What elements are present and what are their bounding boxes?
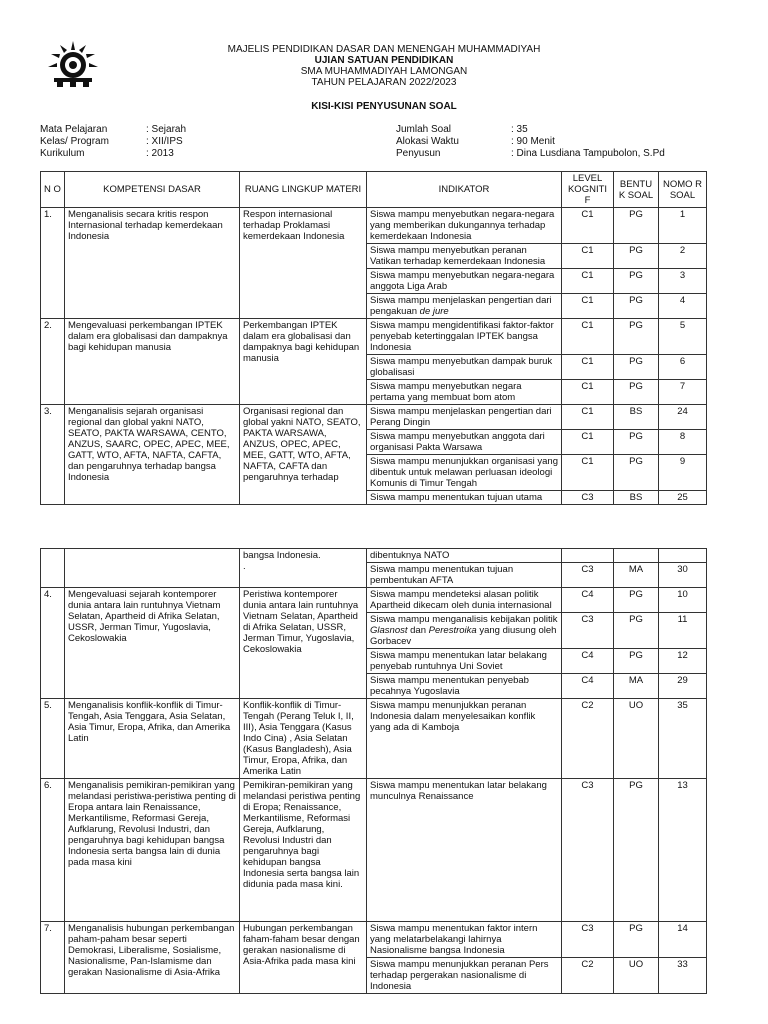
cell-nomor: 24 xyxy=(659,405,707,430)
header-line-1: MAJELIS PENDIDIKAN DASAR DAN MENENGAH MUHAMMADIYAH xyxy=(227,44,541,55)
cell-nomor: 29 xyxy=(659,674,707,699)
table-row xyxy=(41,208,707,244)
cell-indikator: Siswa mampu menyebutkan negara-negara anggota Liga Arab xyxy=(367,269,562,294)
cell-indikator: Siswa mampu menyebutkan negara-negara yang memberikan dukungannya terhadap kemerdekaan Indonesia xyxy=(367,208,562,244)
col-header-nomor: NOMO R SOAL xyxy=(659,172,707,208)
col-header-bentuk: BENTU K SOAL xyxy=(614,172,659,208)
cell-indikator xyxy=(367,613,562,649)
col-header-materi: RUANG LINGKUP MATERI xyxy=(240,172,367,208)
cell-level xyxy=(562,549,614,563)
cell-nomor: 33 xyxy=(659,958,707,994)
cell-indikator: Siswa mampu menentukan tujuan pembentukan AFTA xyxy=(367,563,562,588)
cell-bentuk: PG xyxy=(614,922,659,958)
table-row xyxy=(41,922,707,958)
cell-materi: Peristiwa kontemporer dunia antara lain runtuhnya Vietnam Selatan, Apartheid di Afrika Selatan, USSR, Jerman Timur, Yugoslavia, Cekoslowakia xyxy=(240,588,367,699)
cell-bentuk: PG xyxy=(614,430,659,455)
meta-key: Alokasi Waktu xyxy=(396,136,459,147)
cell-bentuk: PG xyxy=(614,208,659,244)
cell-nomor: 11 xyxy=(659,613,707,649)
header-line-2: UJIAN SATUAN PENDIDIKAN xyxy=(314,55,454,66)
cell-materi: Konflik-konflik di Timur-Tengah (Perang Teluk I, II, III), Asia Tenggara (Kasus Indo Cina) , Asia Selatan (Kasus Bangladesh), Asia Timur, Eropa, Afrika, dan Amerika Latin xyxy=(240,699,367,779)
col-header-level: LEVEL KOGNITI F xyxy=(562,172,614,208)
cell-nomor: 14 xyxy=(659,922,707,958)
cell-bentuk: PG xyxy=(614,649,659,674)
meta-value: : 35 xyxy=(511,124,528,135)
cell-no: 5. xyxy=(41,699,65,779)
cell-level: C3 xyxy=(562,922,614,958)
cell-bentuk: PG xyxy=(614,269,659,294)
materi-text: bangsa Indonesia. xyxy=(243,550,321,561)
cell-nomor: 2 xyxy=(659,244,707,269)
indikator-text: Siswa mampu menjelaskan pengertian dari pengakuan xyxy=(370,295,552,317)
indikator-italic-term: de jure xyxy=(419,306,449,317)
document-header xyxy=(0,44,768,88)
cell-bentuk: PG xyxy=(614,588,659,613)
cell-materi: Hubungan perkembangan faham-faham besar dengan gerakan nasionalisme di Asia-Afrika pada masa kini xyxy=(240,922,367,994)
cell-indikator: Siswa mampu menentukan latar belakang munculnya Renaissance xyxy=(367,779,562,922)
indikator-italic-term: Glasnost xyxy=(370,625,408,636)
cell-bentuk: MA xyxy=(614,674,659,699)
materi-dot: . xyxy=(243,561,246,572)
meta-value: : 2013 xyxy=(146,148,174,159)
cell-bentuk: UO xyxy=(614,699,659,779)
meta-key: Kelas/ Program xyxy=(40,136,109,147)
cell-bentuk: MA xyxy=(614,563,659,588)
cell-nomor: 5 xyxy=(659,319,707,355)
cell-nomor: 9 xyxy=(659,455,707,491)
cell-level: C1 xyxy=(562,405,614,430)
cell-nomor: 12 xyxy=(659,649,707,674)
col-header-no: N O xyxy=(41,172,65,208)
cell-level: C3 xyxy=(562,779,614,922)
cell-indikator xyxy=(367,294,562,319)
meta-value: : XII/IPS xyxy=(146,136,183,147)
cell-level: C4 xyxy=(562,649,614,674)
cell-nomor xyxy=(659,549,707,563)
table-row xyxy=(41,699,707,779)
cell-indikator: Siswa mampu menyebutkan anggota dari organisasi Pakta Warsawa xyxy=(367,430,562,455)
cell-kompetensi: Mengevaluasi sejarah kontemporer dunia antara lain runtuhnya Vietnam Selatan, Apartheid di Afrika Selatan, USSR, Jerman Timur, Yugoslavia, Cekoslowakia xyxy=(65,588,240,699)
cell-kompetensi: Mengevaluasi perkembangan IPTEK dalam era globalisasi dan dampaknya bagi kehidupan manusia xyxy=(65,319,240,405)
cell-indikator: Siswa mampu menentukan penyebab pecahnya Yugoslavia xyxy=(367,674,562,699)
cell-nomor: 30 xyxy=(659,563,707,588)
cell-no: 2. xyxy=(41,319,65,405)
cell-nomor: 35 xyxy=(659,699,707,779)
cell-nomor: 6 xyxy=(659,355,707,380)
meta-key: Kurikulum xyxy=(40,148,85,159)
kisi-kisi-table-page-2 xyxy=(40,548,707,994)
cell-bentuk: PG xyxy=(614,294,659,319)
indikator-text: yang diusung oleh Gorbacev xyxy=(370,625,557,647)
cell-kompetensi: Menganalisis sejarah organisasi regional dan global yakni NATO, SEATO, PAKTA WARSAWA, CENTO, ANZUS, SAARC, OPEC, APEC, MEE, GATT, WTO, AFTA, NAFTA, CAFTA, dan pengaruhnya terhadap bangsa Indonesia xyxy=(65,405,240,505)
cell-indikator: Siswa mampu mengidentifikasi faktor-faktor penyebab ketertinggalan IPTEK bangsa Indonesia xyxy=(367,319,562,355)
cell-bentuk: PG xyxy=(614,244,659,269)
cell-indikator: Siswa mampu menunjukkan peranan Indonesia dalam menyelesaikan konflik yang ada di Kamboja xyxy=(367,699,562,779)
cell-bentuk: BS xyxy=(614,405,659,430)
cell-indikator: Siswa mampu menyebutkan dampak buruk globalisasi xyxy=(367,355,562,380)
cell-no: 7. xyxy=(41,922,65,994)
cell-level: C3 xyxy=(562,491,614,505)
cell-level: C1 xyxy=(562,244,614,269)
table-row xyxy=(41,549,707,563)
cell-nomor: 4 xyxy=(659,294,707,319)
col-header-kompetensi: KOMPETENSI DASAR xyxy=(65,172,240,208)
cell-nomor: 8 xyxy=(659,430,707,455)
cell-level: C1 xyxy=(562,269,614,294)
meta-value: : 90 Menit xyxy=(511,136,555,147)
cell-bentuk: PG xyxy=(614,380,659,405)
table-row xyxy=(41,319,707,355)
cell-level: C2 xyxy=(562,699,614,779)
document-title: KISI-KISI PENYUSUNAN SOAL xyxy=(311,101,457,112)
cell-materi: Perkembangan IPTEK dalam era globalisasi dan dampaknya bagi kehidupan manusia xyxy=(240,319,367,405)
meta-left xyxy=(40,124,186,160)
cell-level: C4 xyxy=(562,588,614,613)
meta-right xyxy=(396,124,665,160)
meta-value: : Dina Lusdiana Tampubolon, S.Pd xyxy=(511,148,665,159)
cell-indikator: Siswa mampu menyebutkan negara pertama yang membuat bom atom xyxy=(367,380,562,405)
cell-level: C1 xyxy=(562,380,614,405)
cell-indikator: Siswa mampu menjelaskan pengertian dari Perang Dingin xyxy=(367,405,562,430)
cell-level: C1 xyxy=(562,208,614,244)
cell-kompetensi: Menganalisis secara kritis respon Internasional terhadap kemerdekaan Indonesia xyxy=(65,208,240,319)
cell-bentuk: BS xyxy=(614,491,659,505)
cell-level: C4 xyxy=(562,674,614,699)
cell-level: C3 xyxy=(562,613,614,649)
cell-level: C1 xyxy=(562,355,614,380)
cell-indikator: Siswa mampu menentukan faktor intern yang melatarbelakangi lahirnya Nasionalisme bangsa Indonesia xyxy=(367,922,562,958)
cell-materi: Respon internasional terhadap Proklamasi kemerdekaan Indonesia xyxy=(240,208,367,319)
col-header-indikator: INDIKATOR xyxy=(367,172,562,208)
cell-level: C3 xyxy=(562,563,614,588)
indikator-text: Siswa mampu menganalisis kebijakan politik xyxy=(370,614,558,625)
cell-indikator: Siswa mampu menunjukkan peranan Pers terhadap pergerakan nasionalisme di Indonesia xyxy=(367,958,562,994)
cell-bentuk: PG xyxy=(614,779,659,922)
cell-no xyxy=(41,549,65,588)
cell-indikator: dibentuknya NATO xyxy=(367,549,562,563)
cell-nomor: 7 xyxy=(659,380,707,405)
cell-level: C1 xyxy=(562,430,614,455)
indikator-italic-term: Perestroika xyxy=(428,625,477,636)
cell-kompetensi: Menganalisis pemikiran-pemikiran yang melandasi peristiwa-peristiwa penting di Eropa antara lain Renaissance, Merkantilisme, Reformasi Gereja, Aufklarung, Revolusi Industri, dan pengaruhnya bagi kehidupan bangsa Indonesia serta bangsa lain di dunia pada masa kini xyxy=(65,779,240,922)
meta-key: Mata Pelajaran xyxy=(40,124,108,135)
meta-value: : Sejarah xyxy=(146,124,187,135)
indikator-text: dan xyxy=(407,625,429,636)
meta-key: Penyusun xyxy=(396,148,441,159)
cell-materi xyxy=(240,549,367,588)
table-row xyxy=(41,588,707,613)
cell-kompetensi xyxy=(65,549,240,588)
cell-materi: Organisasi regional dan global yakni NATO, SEATO, PAKTA WARSAWA, ANZUS, OPEC, APEC, MEE, GATT, WTO, AFTA, NAFTA, CAFTA dan pengaruhnya terhadap xyxy=(240,405,367,505)
cell-no: 4. xyxy=(41,588,65,699)
header-line-3: SMA MUHAMMADIYAH LAMONGAN xyxy=(300,66,468,77)
cell-indikator: Siswa mampu menentukan latar belakang penyebab runtuhnya Uni Soviet xyxy=(367,649,562,674)
kisi-kisi-table-page-1 xyxy=(40,171,707,505)
cell-materi: Pemikiran-pemikiran yang melandasi peristiwa penting di Eropa; Renaissance, Merkantilisme, Reformasi Gereja, Aufklarung, Revolusi Industri dan pengaruhnya bagi kehidupan bangsa Indonesia serta bangsa lain didunia pada masa kini. xyxy=(240,779,367,922)
cell-kompetensi: Menganalisis hubungan perkembangan paham-paham besar seperti Demokrasi, Liberalisme, Sosialisme, Nasionalisme, Pan-Islamisme dan gerakan Nasionalisme di Asia-Afrika xyxy=(65,922,240,994)
cell-nomor: 3 xyxy=(659,269,707,294)
cell-nomor: 25 xyxy=(659,491,707,505)
cell-no: 6. xyxy=(41,779,65,922)
cell-bentuk: PG xyxy=(614,355,659,380)
cell-nomor: 13 xyxy=(659,779,707,922)
cell-level: C2 xyxy=(562,958,614,994)
cell-nomor: 10 xyxy=(659,588,707,613)
cell-indikator: Siswa mampu menentukan tujuan utama xyxy=(367,491,562,505)
cell-indikator: Siswa mampu menyebutkan peranan Vatikan terhadap kemerdekaan Indonesia xyxy=(367,244,562,269)
table-row xyxy=(41,405,707,430)
cell-bentuk xyxy=(614,549,659,563)
table-header-row xyxy=(41,172,707,208)
meta-key: Jumlah Soal xyxy=(396,124,452,135)
table-row xyxy=(41,779,707,922)
cell-bentuk: PG xyxy=(614,455,659,491)
cell-no: 3. xyxy=(41,405,65,505)
cell-bentuk: UO xyxy=(614,958,659,994)
cell-level: C1 xyxy=(562,319,614,355)
cell-level: C1 xyxy=(562,455,614,491)
cell-indikator: Siswa mampu menunjukkan organisasi yang dibentuk untuk melawan perluasan ideologi Komunis di Timur Tengah xyxy=(367,455,562,491)
cell-level: C1 xyxy=(562,294,614,319)
cell-bentuk: PG xyxy=(614,319,659,355)
cell-kompetensi: Menganalisis konflik-konflik di Timur-Tengah, Asia Tenggara, Asia Selatan, Asia Timur, Eropa, Afrika, dan Amerika Latin xyxy=(65,699,240,779)
cell-no: 1. xyxy=(41,208,65,319)
cell-bentuk: PG xyxy=(614,613,659,649)
cell-nomor: 1 xyxy=(659,208,707,244)
cell-indikator: Siswa mampu mendeteksi alasan politik Apartheid dikecam oleh dunia internasional xyxy=(367,588,562,613)
header-line-4: TAHUN PELAJARAN 2022/2023 xyxy=(311,77,457,88)
